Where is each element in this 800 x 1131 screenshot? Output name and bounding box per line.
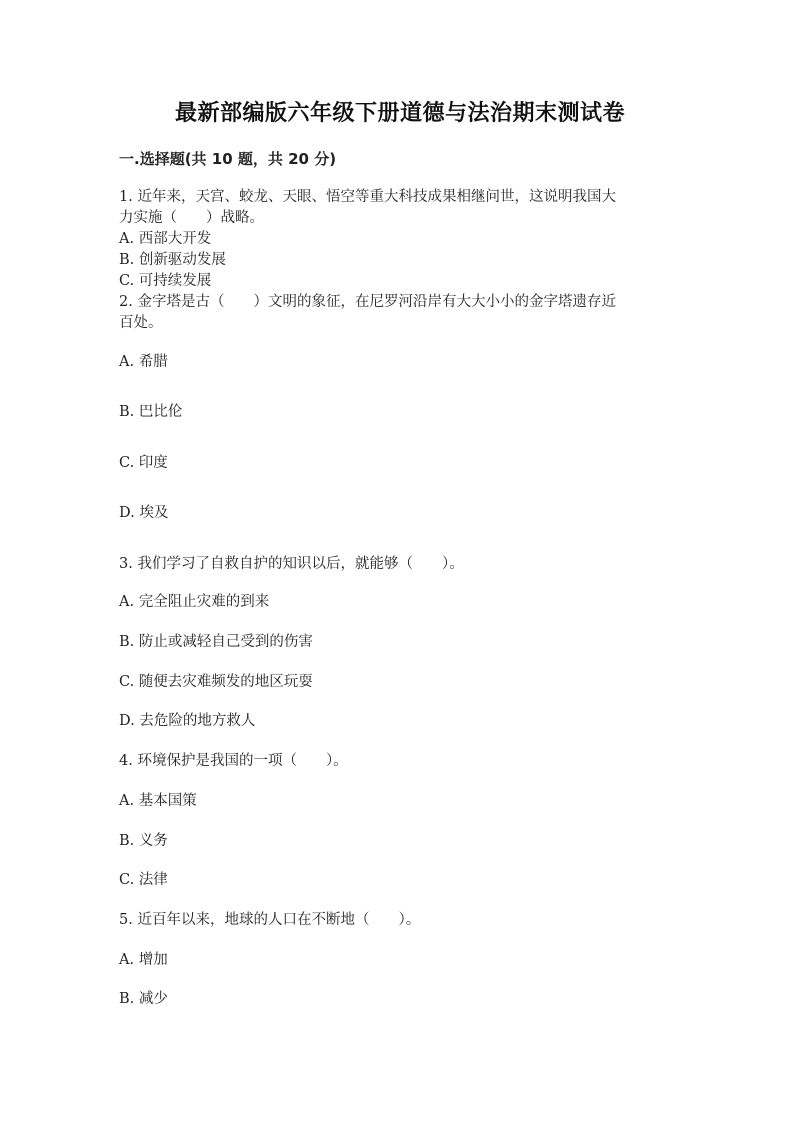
question-2-option-a: A. 希腊 <box>119 354 168 370</box>
question-2-option-b: B. 巴比伦 <box>119 404 183 420</box>
question-1-text-line-1: 1. 近年来，天宫、蛟龙、天眼、悟空等重大科技成果相继问世，这说明我国大 <box>119 189 616 205</box>
question-2-option-d: D. 埃及 <box>119 505 169 521</box>
question-4-option-a: A. 基本国策 <box>119 793 197 809</box>
question-3-option-a: A. 完全阻止灾难的到来 <box>119 594 270 610</box>
section-heading: 一.选择题(共 10 题，共 20 分) <box>119 150 337 168</box>
question-5-option-a: A. 增加 <box>119 952 168 968</box>
question-3-option-c: C. 随便去灾难频发的地区玩耍 <box>119 674 313 690</box>
question-1-option-b: B. 创新驱动发展 <box>119 252 226 268</box>
question-3-option-b: B. 防止或减轻自己受到的伤害 <box>119 634 313 650</box>
question-3-text: 3. 我们学习了自救自护的知识以后，就能够（ ）。 <box>119 556 464 572</box>
question-5-text: 5. 近百年以来，地球的人口在不断地（ ）。 <box>119 912 421 928</box>
question-1-option-a: A. 西部大开发 <box>119 231 212 247</box>
question-2-option-c: C. 印度 <box>119 455 168 471</box>
question-4-option-c: C. 法律 <box>119 872 168 888</box>
question-1-option-c: C. 可持续发展 <box>119 273 212 289</box>
question-1-text-line-2: 力实施（ ）战略。 <box>119 210 264 226</box>
page-title: 最新部编版六年级下册道德与法治期末测试卷 <box>174 101 625 126</box>
question-4-text: 4. 环境保护是我国的一项（ ）。 <box>119 753 348 769</box>
question-4-option-b: B. 义务 <box>119 833 168 849</box>
question-5-option-b: B. 减少 <box>119 991 168 1007</box>
question-2-text-line-1: 2. 金字塔是古（ ）文明的象征，在尼罗河沿岸有大大小小的金字塔遗存近 <box>119 294 616 310</box>
question-3-option-d: D. 去危险的地方救人 <box>119 713 256 729</box>
question-2-text-line-2: 百处。 <box>119 315 163 331</box>
